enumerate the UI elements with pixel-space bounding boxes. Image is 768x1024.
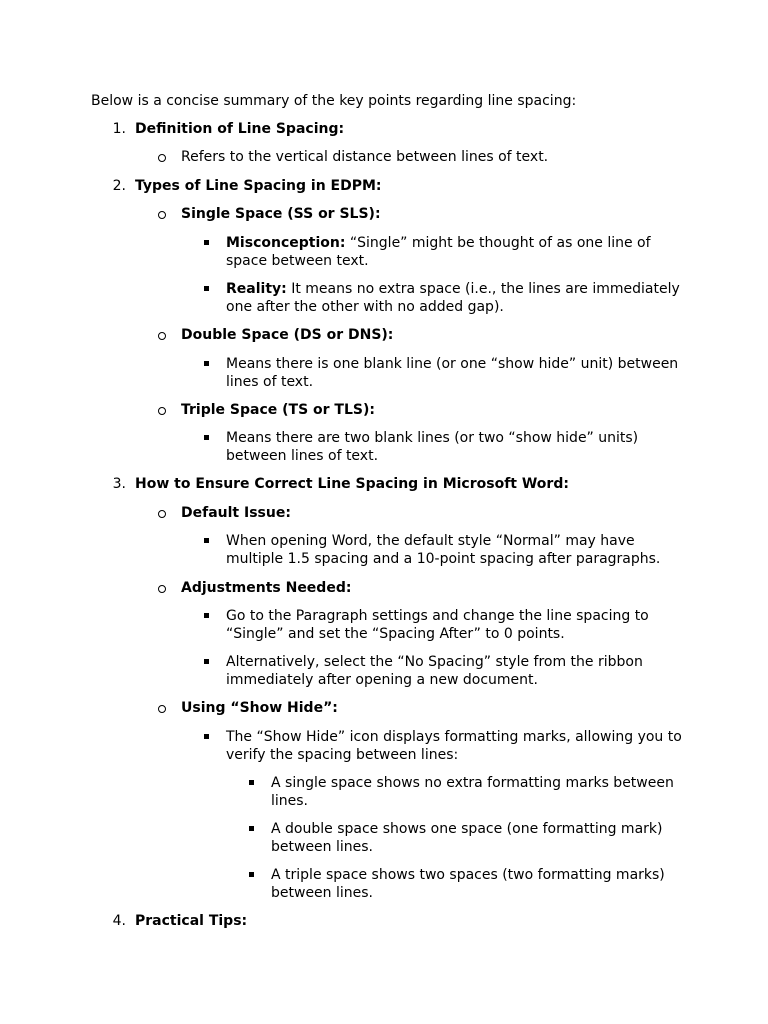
square-bullet-icon	[204, 734, 209, 739]
triple-space-heading: Triple Space (TS or TLS):	[181, 402, 375, 418]
adjustment-b-line-2: immediately after opening a new document.	[226, 672, 538, 688]
single-example-line-1: A single space shows no extra formatting marks between	[271, 775, 674, 791]
double-space-heading: Double Space (DS or DNS):	[181, 327, 394, 343]
double-example-line-2: between lines.	[271, 839, 373, 855]
misconception-label: Misconception:	[226, 235, 346, 251]
circle-bullet-icon	[158, 705, 166, 713]
default-issue-line-2: multiple 1.5 spacing and a 10-point spacing after paragraphs.	[226, 551, 661, 567]
circle-bullet-icon	[158, 154, 166, 162]
default-issue-line-1: When opening Word, the default style “Normal” may have	[226, 533, 635, 549]
section-4-heading: Practical Tips:	[135, 913, 248, 929]
square-bullet-icon	[204, 435, 209, 440]
circle-bullet-icon	[158, 211, 166, 219]
double-space-line-2: lines of text.	[226, 374, 314, 390]
square-bullet-icon	[204, 286, 209, 291]
show-hide-line-1: The “Show Hide” icon displays formatting marks, allowing you to	[226, 729, 682, 745]
double-example-line-1: A double space shows one space (one formatting mark)	[271, 821, 663, 837]
triple-space-line-1: Means there are two blank lines (or two “show hide” units)	[226, 430, 639, 446]
adjustment-b-line-1: Alternatively, select the “No Spacing” style from the ribbon	[226, 654, 643, 670]
adjustments-heading: Adjustments Needed:	[181, 580, 352, 596]
circle-bullet-icon	[158, 510, 166, 518]
circle-bullet-icon	[158, 585, 166, 593]
show-hide-line-2: verify the spacing between lines:	[226, 747, 459, 763]
section-2-heading: Types of Line Spacing in EDPM:	[135, 178, 382, 194]
misconception-text: “Single” might be thought of as one line of	[345, 235, 651, 251]
list-number-4: 4.	[112, 913, 126, 929]
triple-space-line-2: between lines of text.	[226, 448, 379, 464]
double-space-line-1: Means there is one blank line (or one “show hide” unit) between	[226, 356, 679, 372]
single-example-line-2: lines.	[271, 793, 309, 809]
list-number-3: 3.	[112, 476, 126, 492]
reality-label: Reality:	[226, 281, 287, 297]
triple-example-line-1: A triple space shows two spaces (two formatting marks)	[271, 867, 665, 883]
circle-bullet-icon	[158, 407, 166, 415]
intro-paragraph: Below is a concise summary of the key points regarding line spacing:	[91, 93, 577, 109]
reality-text: It means no extra space (i.e., the lines are immediately	[286, 281, 680, 297]
square-bullet-icon	[204, 240, 209, 245]
square-bullet-icon	[249, 780, 254, 785]
reality-line-1	[226, 280, 680, 298]
circle-bullet-icon	[158, 332, 166, 340]
adjustment-a-line-1: Go to the Paragraph settings and change the line spacing to	[226, 608, 649, 624]
square-bullet-icon	[249, 872, 254, 877]
list-number-2: 2.	[112, 178, 126, 194]
square-bullet-icon	[204, 659, 209, 664]
list-number-1: 1.	[112, 121, 126, 137]
definition-text: Refers to the vertical distance between lines of text.	[181, 149, 549, 165]
square-bullet-icon	[204, 613, 209, 618]
show-hide-heading: Using “Show Hide”:	[181, 700, 338, 716]
single-space-heading: Single Space (SS or SLS):	[181, 206, 381, 222]
square-bullet-icon	[204, 538, 209, 543]
default-issue-heading: Default Issue:	[181, 505, 291, 521]
adjustment-a-line-2: “Single” and set the “Spacing After” to 0 points.	[226, 626, 565, 642]
square-bullet-icon	[204, 361, 209, 366]
section-3-heading: How to Ensure Correct Line Spacing in Microsoft Word:	[135, 476, 569, 492]
triple-example-line-2: between lines.	[271, 885, 373, 901]
reality-line-2: one after the other with no added gap).	[226, 299, 504, 315]
misconception-line-1	[226, 234, 651, 252]
misconception-line-2: space between text.	[226, 253, 369, 269]
square-bullet-icon	[249, 826, 254, 831]
section-1-heading: Definition of Line Spacing:	[135, 121, 345, 137]
